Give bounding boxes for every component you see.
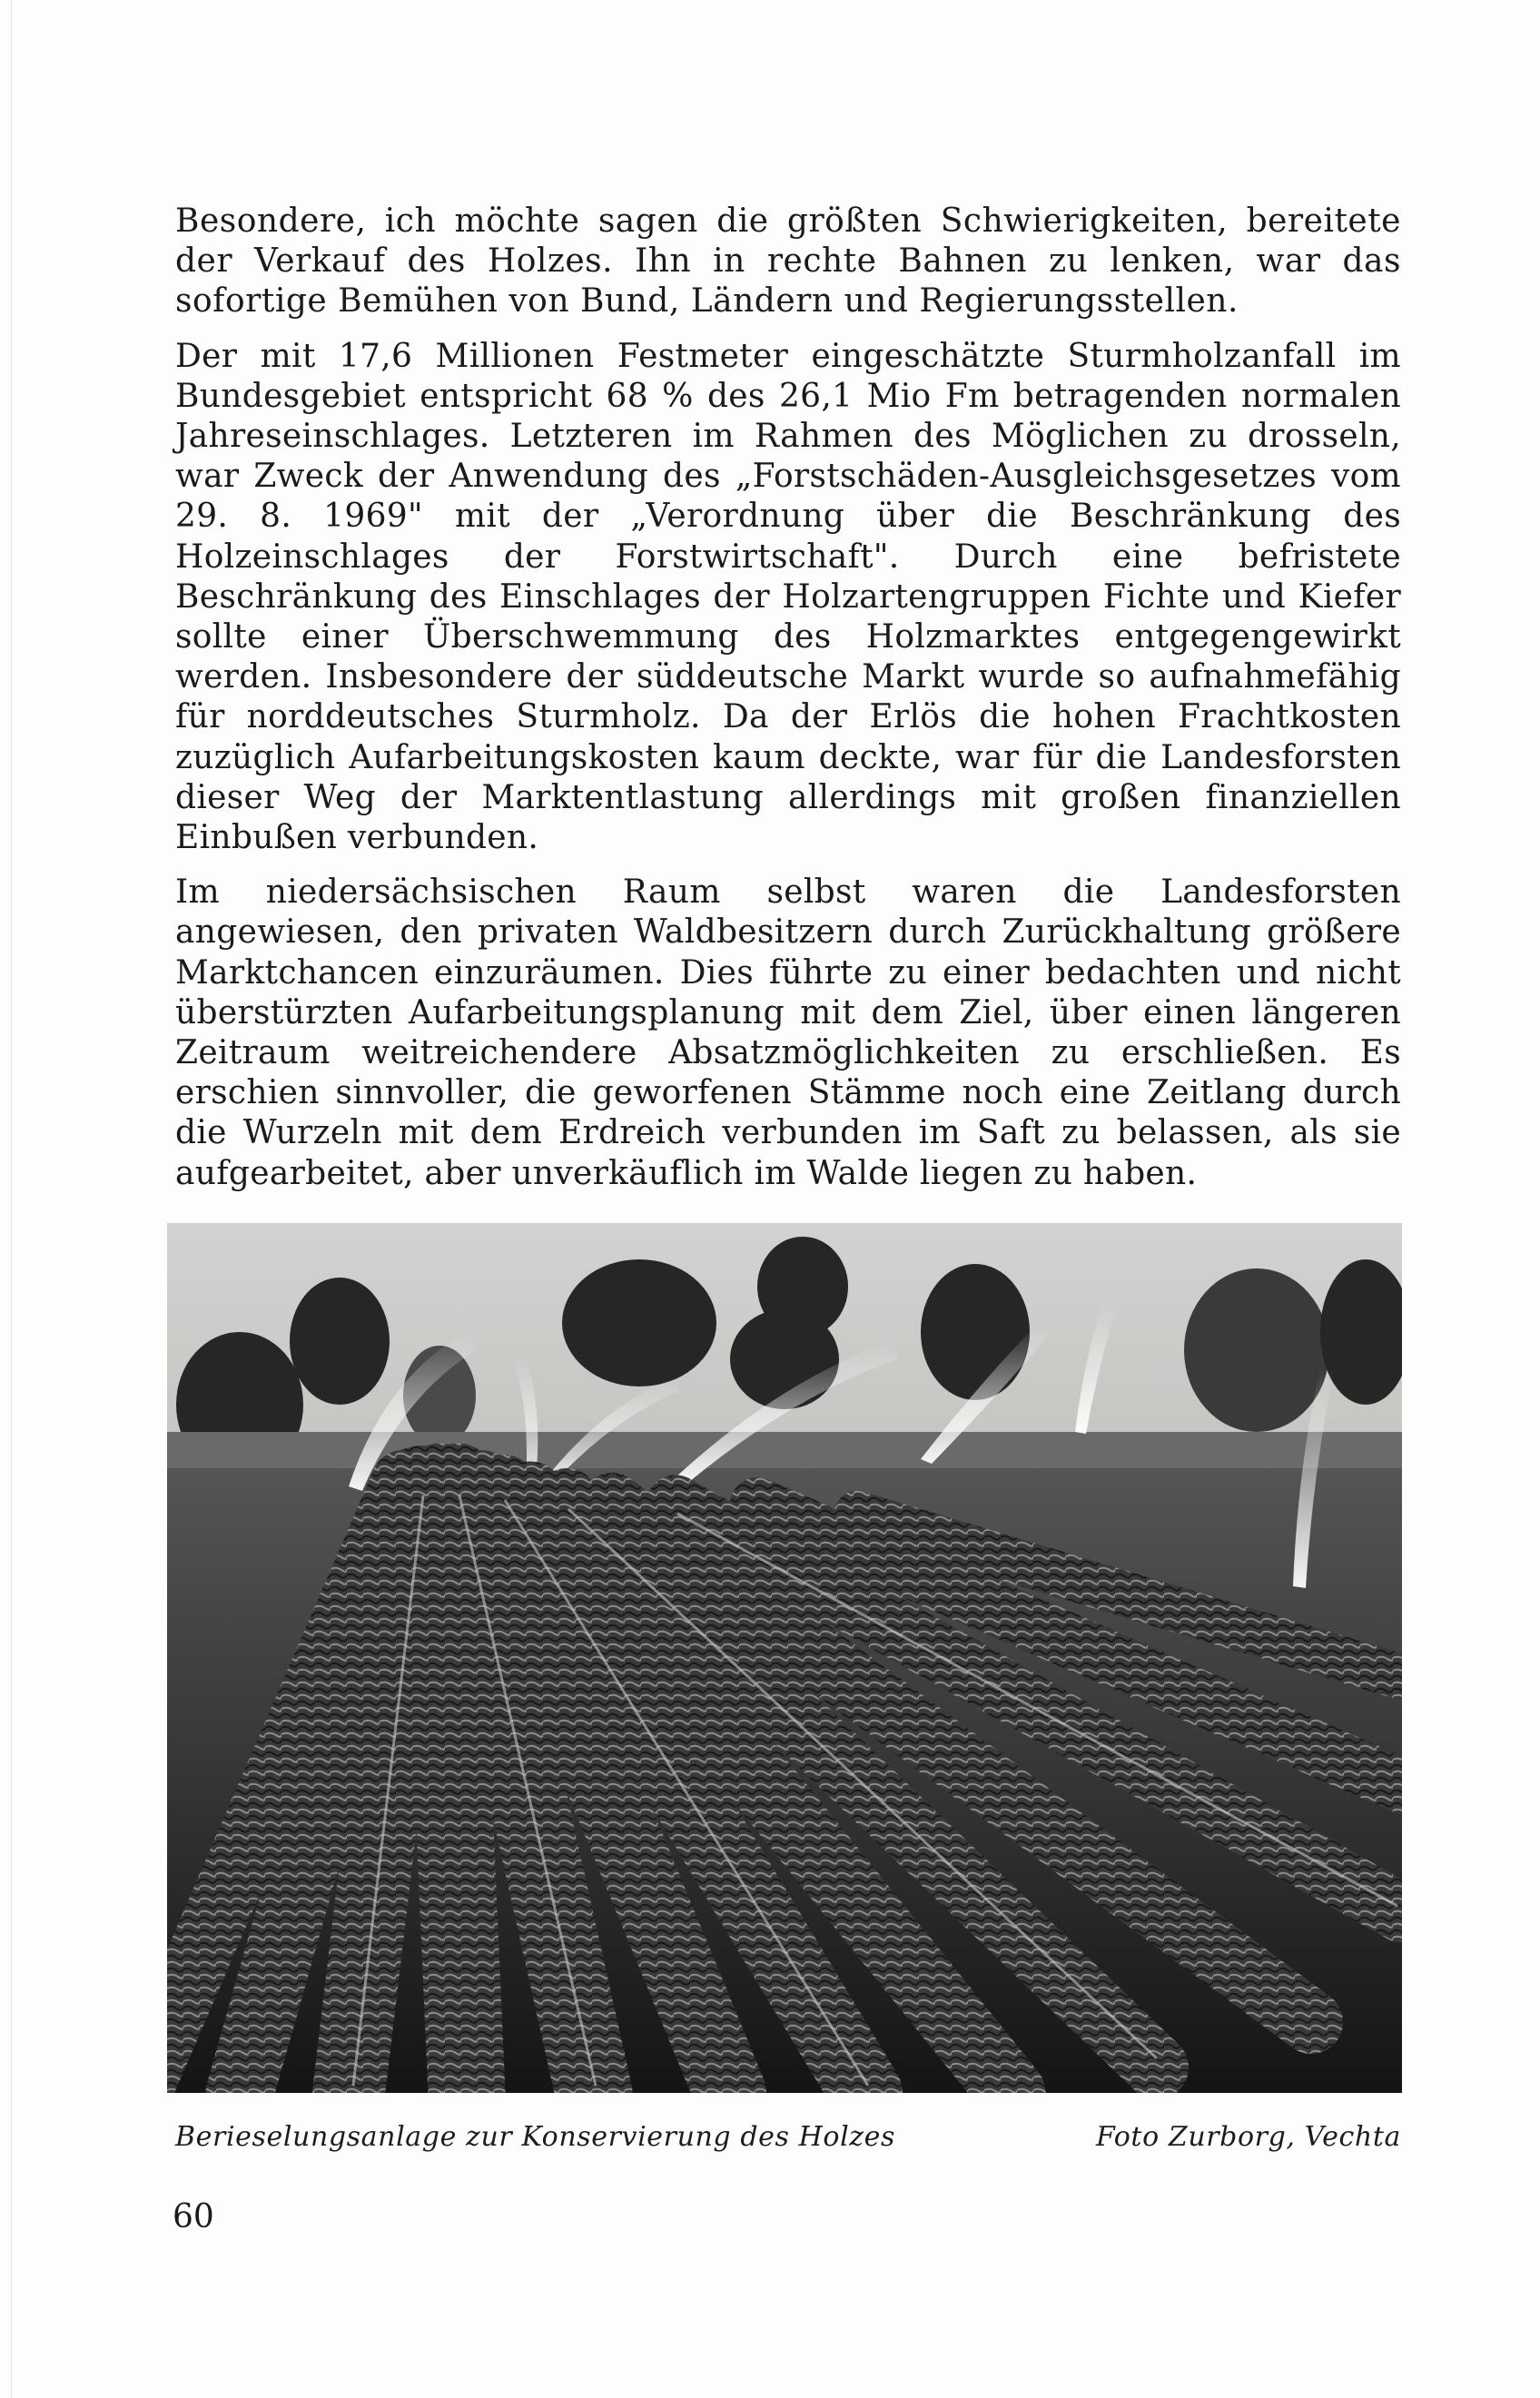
figure-caption: Berieselungsanlage zur Konservierung des Holzes <box>175 2121 896 2153</box>
page-number: 60 <box>173 2198 214 2235</box>
body-text <box>175 202 1401 1209</box>
paragraph: Der mit 17,6 Millionen Festmeter eingeschätzte Sturmholzanfall im Bundesgebiet entspricht 68 % des 26,1 Mio Fm betragenden normalen Jahreseinschlages. Letzteren im Rahmen des Möglichen zu drosseln, war Zweck der Anwendung des „Forstschäden-Ausgleichsgesetzes vom 29. 8. 1969" mit der „Verordnung über die Beschränkung des Holzeinschlages der Forstwirtschaft". Durch eine befristete Beschränkung des Einschlages der Holzartengruppen Fichte und Kiefer sollte einer Überschwemmung des Holzmarktes entgegengewirkt werden. Insbesondere der süddeutsche Markt wurde so aufnahmefähig für norddeutsches Sturmholz. Da der Erlös die hohen Frachtkosten zuzüglich Aufarbeitungskosten kaum deckte, war für die Landesforsten dieser Weg der Marktentlastung allerdings mit großen finanziellen Einbußen verbunden. <box>175 337 1401 857</box>
photo-credit: Foto Zurborg, Vechta <box>1095 2121 1401 2153</box>
paragraph: Im niedersächsischen Raum selbst waren die Landesforsten angewiesen, den privaten Waldbesitzern durch Zurückhaltung größere Marktchancen einzuräumen. Dies führte zu einer bedachten und nicht überstürzten Aufarbeitungsplanung mit dem Ziel, über einen längeren Zeitraum weitreichendere Absatzmöglichkeiten zu erschließen. Es erschien sinnvoller, die geworfenen Stämme noch eine Zeitlang durch die Wurzeln mit dem Erdreich verbunden im Saft zu belassen, als sie aufgearbeitet, aber unverkäuflich im Walde liegen zu haben. <box>175 873 1401 1192</box>
paragraph: Besondere, ich möchte sagen die größten Schwierigkeiten, bereitete der Verkauf des Holzes. Ihn in rechte Bahnen zu lenken, war das sofortige Bemühen von Bund, Ländern und Regierungsstellen. <box>175 202 1401 321</box>
photo-log-sprinklers <box>167 1223 1402 2093</box>
page-edge-line <box>11 0 12 2398</box>
